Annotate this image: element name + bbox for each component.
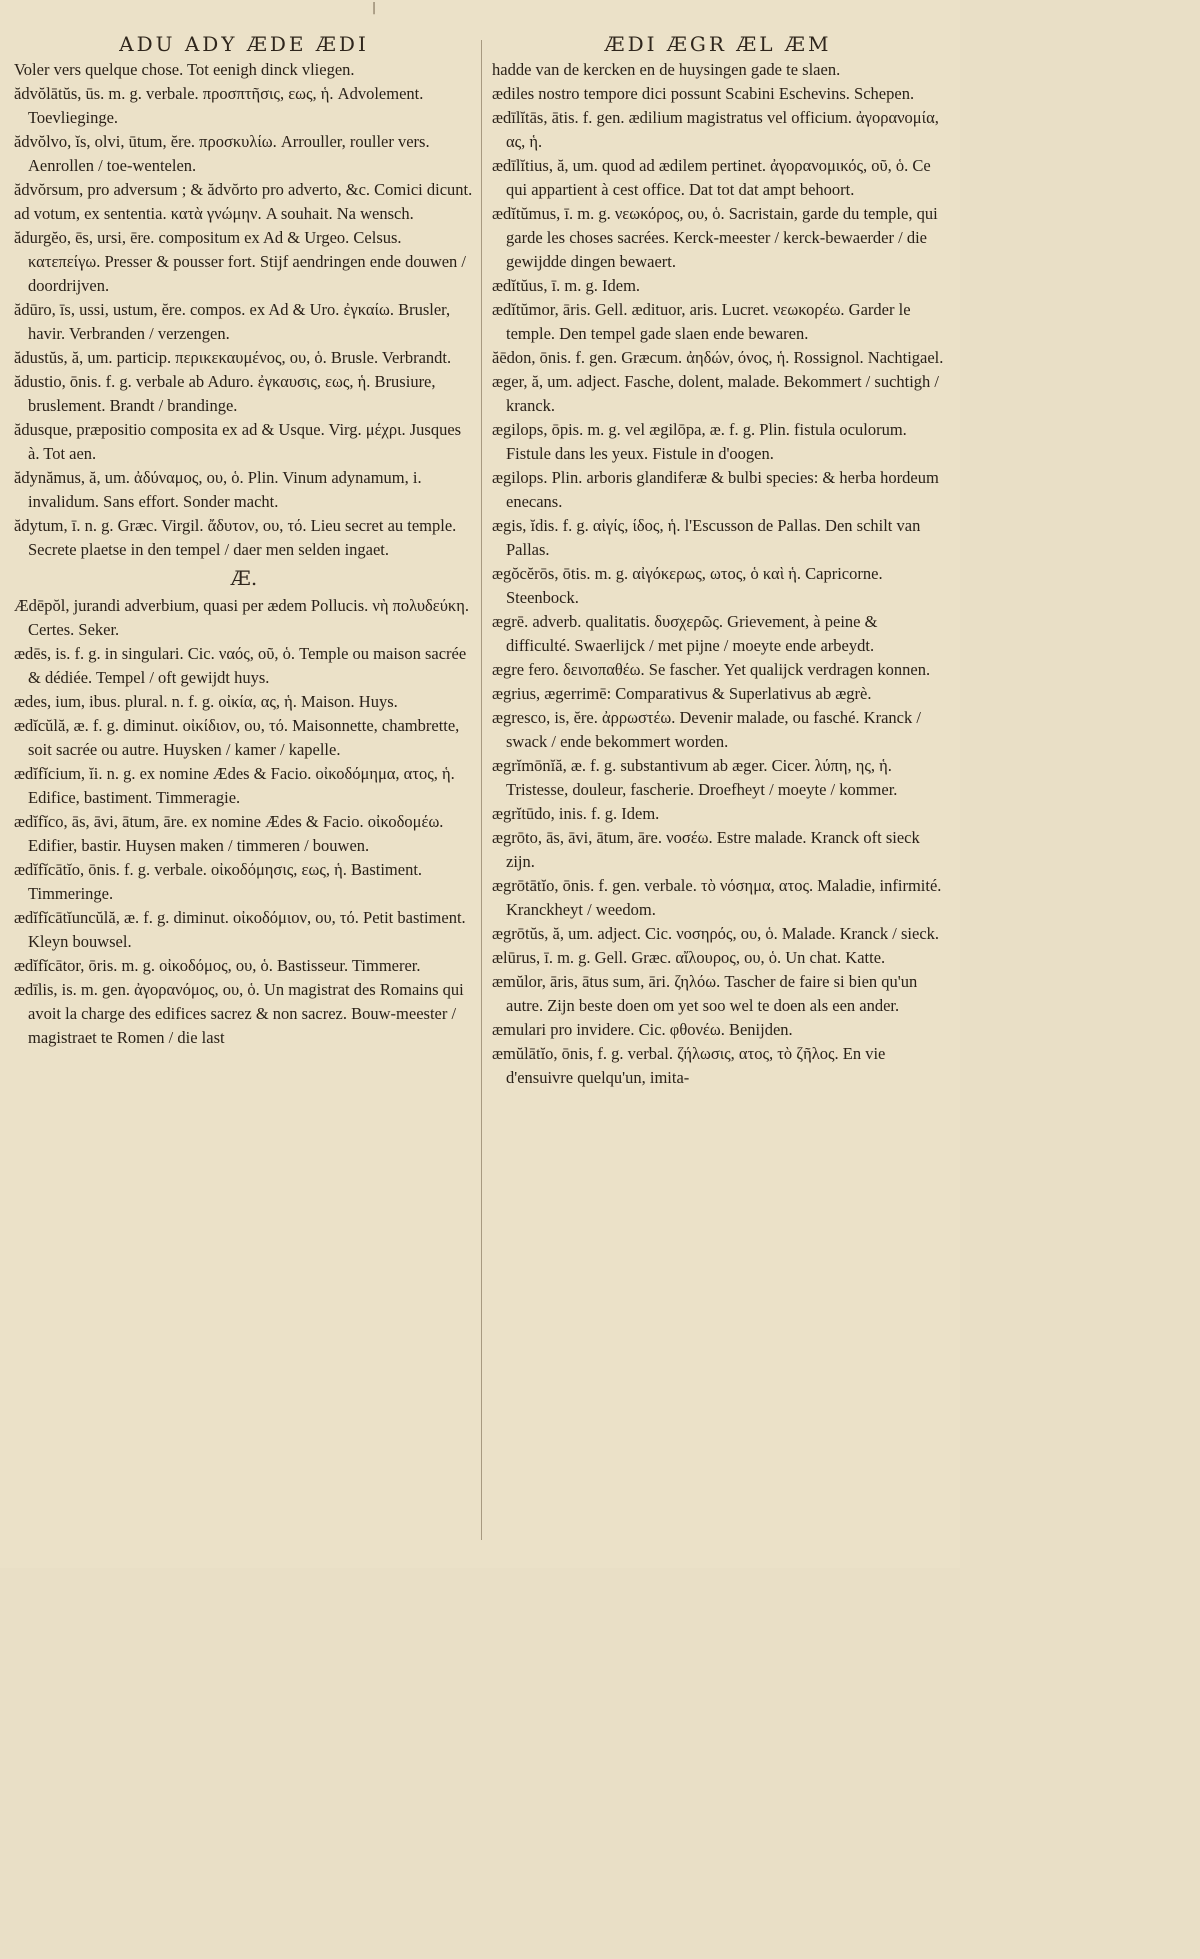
column-divider [481, 40, 482, 1540]
dictionary-entry: ægrĭmōnĭă, æ. f. g. substantivum ab æger. Cicer. λύπη, ης, ἡ. Tristesse, douleur, fascherie. Droefheyt / moeyte / kommer. [492, 756, 898, 799]
dictionary-entry: ădūro, īs, ussi, ustum, ĕre. compos. ex Ad & Uro. ἐγκαίω. Brusler, havir. Verbranden / verzengen. [14, 300, 451, 343]
dictionary-entry: ădvŏlvo, ĭs, olvi, ūtum, ĕre. προσκυλίω. Arrouller, rouller vers. Aenrollen / toe-wentelen. [14, 132, 430, 175]
dictionary-entry: ădynămus, ă, um. ἀδύναμος, ου, ὁ. Plin. Vinum adynamum, i. invalidum. Sans effort. Sonder macht. [14, 468, 422, 511]
dictionary-entry: ædĭfĭcātor, ōris. m. g. οἰκοδόμος, ου, ὁ. Bastisseur. Timmerer. [14, 956, 421, 975]
section-letter: Æ. [230, 566, 258, 590]
dictionary-entry: ăēdon, ōnis. f. gen. Græcum. ἀηδών, όνος, ἡ. Rossignol. Nachtigael. [492, 348, 944, 367]
dictionary-entry: Voler vers quelque chose. Tot eenigh dinck vliegen. [14, 60, 355, 79]
left-running-head: ADU ADY ÆDE ÆDI [119, 32, 369, 56]
dictionary-entry: ădurgĕo, ēs, ursi, ēre. compositum ex Ad & Urgeo. Celsus. κατεπείγω. Presser & pousser fort. Stijf aendringen ende douwen / doordrijven. [14, 228, 467, 295]
left-column [14, 28, 474, 1558]
dictionary-entry: ægŏcĕrōs, ōtis. m. g. αἰγόκερως, ωτος, ὁ καὶ ἡ. Capricorne. Steenbock. [492, 564, 883, 607]
dictionary-entry: ægilops. Plin. arboris glandiferæ & bulbi species: & herba hordeum enecans. [492, 468, 939, 511]
dictionary-entry: æmulari pro invidere. Cic. φθονέω. Benijden. [492, 1020, 793, 1039]
dictionary-entry: ædĭtŭmor, āris. Gell. ædituor, aris. Lucret. νεωκορέω. Garder le temple. Den tempel gade slaen ende bewaren. [492, 300, 911, 343]
right-running-head: ÆDI ÆGR ÆL ÆM [604, 32, 832, 56]
right-entries [492, 58, 944, 1090]
dictionary-entry: ædĭtŭus, ī. m. g. Idem. [492, 276, 641, 295]
dictionary-entry: hadde van de kercken en de huysingen gade te slaen. [492, 60, 841, 79]
dictionary-entry: Ædēpŏl, jurandi adverbium, quasi per ædem Pollucis. νὴ πολυδεύκη. Certes. Seker. [14, 596, 469, 639]
dictionary-entry: ægrē. adverb. qualitatis. δυσχερῶς. Grievement, à peine & difficulté. Swaerlijck / met pijne / moeyte ende arbeydt. [492, 612, 878, 655]
dictionary-entry: ægrōtātĭo, ōnis. f. gen. verbale. τὸ νόσημα, ατος. Maladie, infirmité. Kranckheyt / weedom. [492, 876, 942, 919]
dictionary-entry: ælūrus, ī. m. g. Gell. Græc. αἴλουρος, ου, ὁ. Un chat. Katte. [492, 948, 886, 967]
dictionary-entry: ædĭfĭco, ās, āvi, ātum, āre. ex nomine Ædes & Facio. οἰκοδομέω. Edifier, bastir. Huysen maken / timmeren / bouwen. [14, 812, 444, 855]
dictionary-entry: ædīlĭtās, ātis. f. gen. ædilium magistratus vel officium. ἀγορανομία, ας, ἡ. [492, 108, 939, 151]
dictionary-entry: ægrōto, ās, āvi, ātum, āre. νοσέω. Estre malade. Kranck oft sieck zijn. [492, 828, 920, 871]
dictionary-entry: ădytum, ī. n. g. Græc. Virgil. ἄδυτον, ου, τό. Lieu secret au temple. Secrete plaetse in den tempel / daer men selden ingaet. [14, 516, 457, 559]
dictionary-entry: ædĭfĭcātĭo, ōnis. f. g. verbale. οἰκοδόμησις, εως, ἡ. Bastiment. Timmeringe. [14, 860, 423, 903]
dictionary-entry: æmŭlor, āris, ātus sum, āri. ζηλόω. Tascher de faire si bien qu'un autre. Zijn beste doen om yet soo wel te doen als een ander. [492, 972, 918, 1015]
dictionary-entry: ægis, ĭdis. f. g. αἰγίς, ίδος, ἡ. l'Escusson de Pallas. Den schilt van Pallas. [492, 516, 921, 559]
dictionary-entry: ædĭfĭcium, ĭi. n. g. ex nomine Ædes & Facio. οἰκοδόμημα, ατος, ἡ. Edifice, bastiment. Timmeragie. [14, 764, 455, 807]
dictionary-entry: ægilops, ōpis. m. g. vel ægilōpa, æ. f. g. Plin. fistula oculorum. Fistule dans les yeux. Fistule in d'oogen. [492, 420, 907, 463]
right-column [492, 28, 944, 1558]
page-top-mark: | [372, 0, 377, 14]
dictionary-entry: ædĭtŭmus, ī. m. g. νεωκόρος, ου, ὁ. Sacristain, garde du temple, qui garde les choses sacrées. Kerck-meester / kerck-bewaerder / die gewijdde dingen bewaert. [492, 204, 938, 271]
dictionary-entry: ædĭfĭcātĭuncŭlă, æ. f. g. diminut. οἰκοδόμιον, ου, τό. Petit bastiment. Kleyn bouwsel. [14, 908, 466, 951]
dictionary-entry: ægrōtŭs, ă, um. adject. Cic. νοσηρός, ου, ὁ. Malade. Kranck / sieck. [492, 924, 940, 943]
dictionary-entry: ædīlĭtius, ă, um. quod ad ædilem pertinet. ἀγορανομικός, οῦ, ὁ. Ce qui appartient à cest office. Dat tot dat ampt behoort. [492, 156, 931, 199]
left-entries [14, 58, 474, 562]
dictionary-entry: ad votum, ex sententia. κατὰ γνώμην. A souhait. Na wensch. [14, 204, 414, 223]
dictionary-entry: ădvŏlātŭs, ūs. m. g. verbale. προσπτῆσις, εως, ἡ. Advolement. Toevlieginge. [14, 84, 424, 127]
dictionary-entry: æger, ă, um. adject. Fasche, dolent, malade. Bekommert / suchtigh / kranck. [492, 372, 940, 415]
dictionary-entry: ægre fero. δεινοπαθέω. Se fascher. Yet qualijck verdragen konnen. [492, 660, 931, 679]
dictionary-entry: ægrĭtūdo, inis. f. g. Idem. [492, 804, 660, 823]
dictionary-entry: ædiles nostro tempore dici possunt Scabini Eschevins. Schepen. [492, 84, 915, 103]
dictionary-entry: ægrius, ægerrimē: Comparativus & Superlativus ab ægrè. [492, 684, 872, 703]
dictionary-entry: ædes, ium, ibus. plural. n. f. g. οἰκία, ας, ἡ. Maison. Huys. [14, 692, 398, 711]
left-entries-after [14, 594, 474, 1050]
dictionary-entry: ădustio, ōnis. f. g. verbale ab Aduro. ἐγκαυσις, εως, ἡ. Brusiure, bruslement. Brandt / brandinge. [14, 372, 436, 415]
dictionary-entry: ædĭcŭlă, æ. f. g. diminut. οἰκίδιον, ου, τό. Maisonnette, chambrette, soit sacrée ou autre. Huysken / kamer / kapelle. [14, 716, 460, 759]
dictionary-entry: ădustŭs, ă, um. particip. περικεκαυμένος, ου, ὁ. Brusle. Verbrandt. [14, 348, 452, 367]
dictionary-entry: ædēs, is. f. g. in singulari. Cic. ναός, οῦ, ὁ. Temple ou maison sacrée & dédiée. Tempel / oft gewijdt huys. [14, 644, 467, 687]
dictionary-entry: ădusque, præpositio composita ex ad & Usque. Virg. μέχρι. Jusques à. Tot aen. [14, 420, 462, 463]
dictionary-entry: ægresco, is, ĕre. ἀρρωστέω. Devenir malade, ou fasché. Kranck / swack / ende bekommert worden. [492, 708, 921, 751]
dictionary-entry: ădvŏrsum, pro adversum ; & ădvŏrto pro adverto, &c. Comici dicunt. [14, 180, 473, 199]
dictionary-entry: ædīlis, is. m. gen. ἀγορανόμος, ου, ὁ. Un magistrat des Romains qui avoit la charge des edifices sacrez & non sacrez. Bouw-meester / magistraet te Romen / die last [14, 980, 464, 1047]
dictionary-entry: æmŭlātĭo, ōnis, f. g. verbal. ζήλωσις, ατος, τὸ ζῆλος. En vie d'ensuivre quelqu'un, imita- [492, 1044, 886, 1087]
